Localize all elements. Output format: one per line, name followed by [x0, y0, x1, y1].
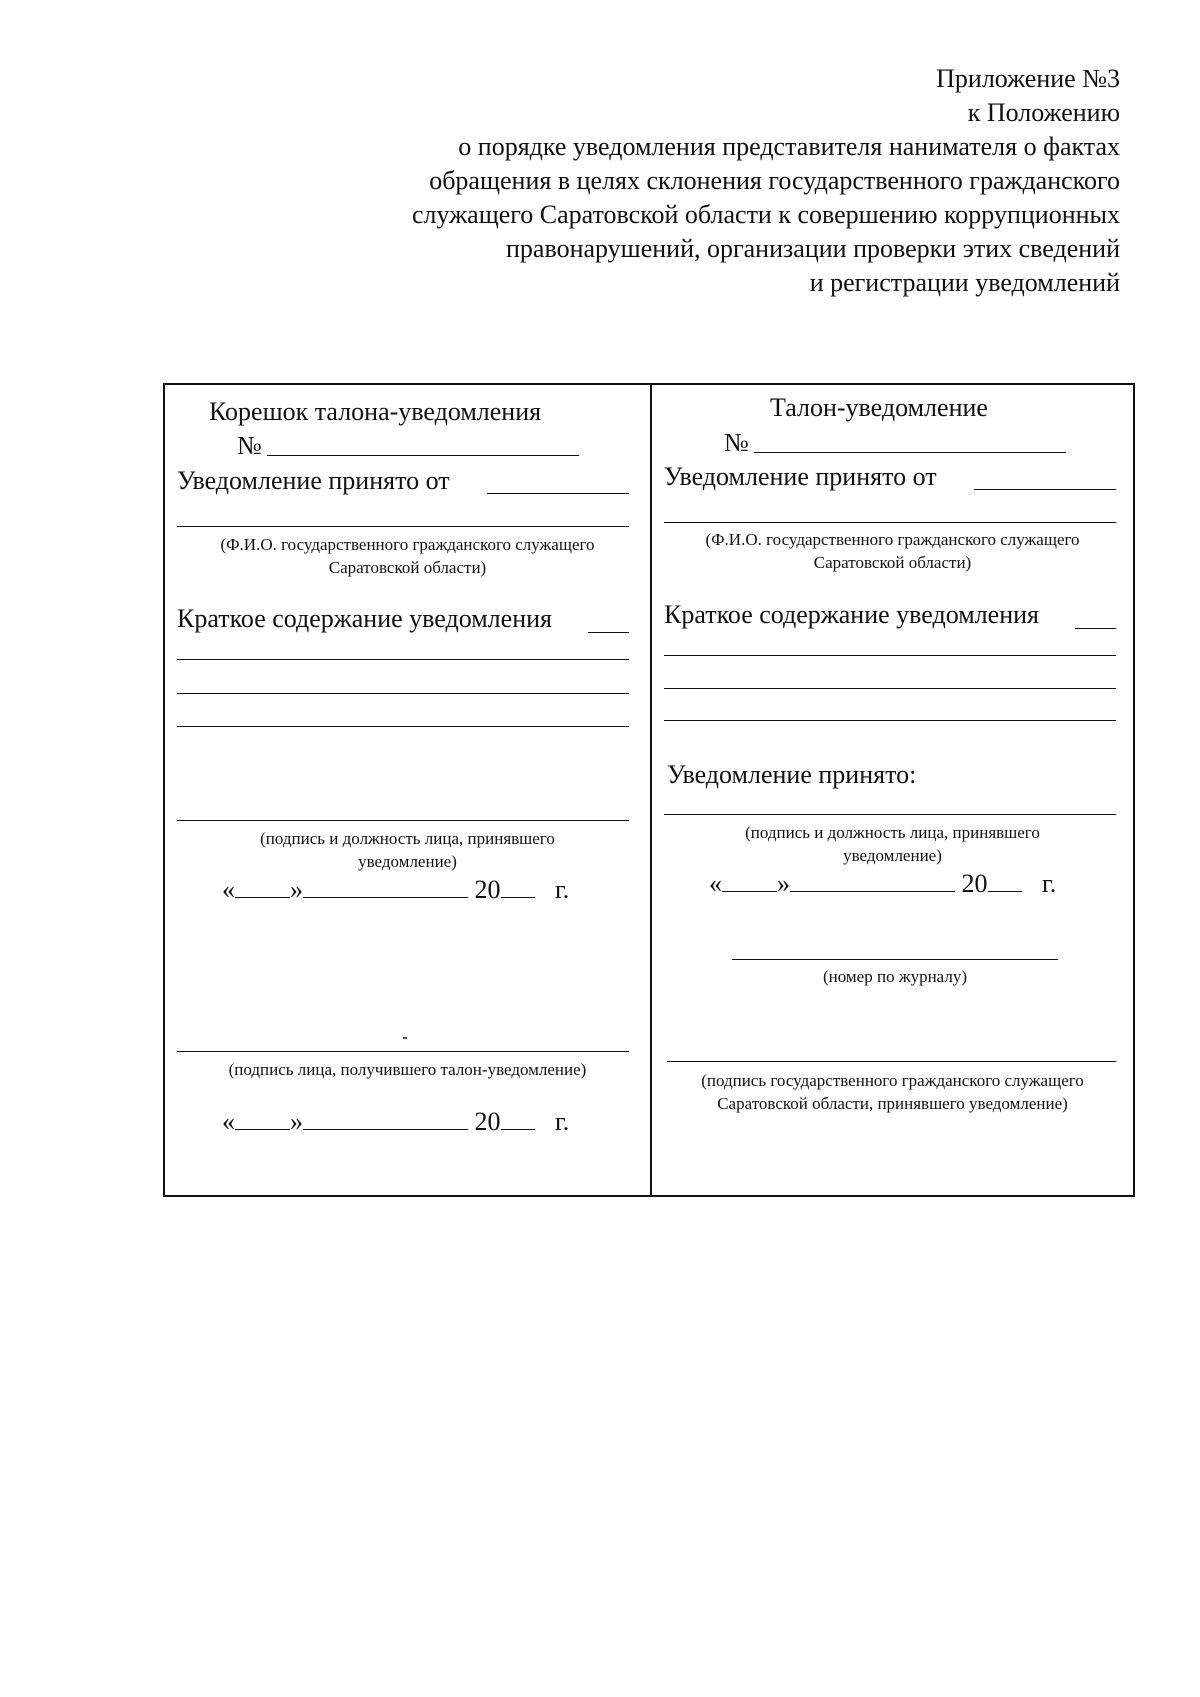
regulation-title-line: о порядке уведомления представителя нанимателя о фактах	[458, 132, 1120, 161]
quote-close: »	[777, 869, 790, 898]
caption-line: Саратовской области, принявшего уведомление)	[717, 1094, 1068, 1113]
stub-summary-label: Краткое содержание уведомления	[177, 604, 552, 633]
stub-number-label: №	[237, 431, 262, 460]
stub-date-2	[222, 1107, 569, 1137]
year-prefix: 20	[474, 875, 501, 904]
ticket-column	[652, 385, 1133, 1195]
ticket-received-from-field[interactable]	[974, 489, 1116, 490]
caption-line: Саратовской области)	[813, 553, 972, 572]
caption-line: (подпись и должность лица, принявшего	[260, 829, 555, 848]
caption-line: уведомление)	[843, 846, 942, 865]
stub-signature-caption	[165, 827, 650, 873]
ticket-date	[709, 869, 1056, 899]
quote-close: »	[290, 875, 303, 904]
stub-signature-field[interactable]	[177, 820, 629, 821]
quote-open: «	[222, 1107, 235, 1136]
ticket-summary-field[interactable]	[1075, 628, 1116, 629]
year-suffix: г.	[555, 875, 570, 904]
document-header	[412, 62, 1120, 300]
appendix-number: Приложение №3	[936, 64, 1120, 93]
regulation-title-line: правонарушений, организации проверки этих сведений	[506, 234, 1120, 263]
day-field[interactable]	[235, 875, 290, 898]
year-suffix: г.	[1042, 869, 1057, 898]
month-field[interactable]	[303, 875, 468, 898]
ticket-journal-number-field[interactable]	[732, 959, 1058, 960]
ticket-servant-signature-field[interactable]	[667, 1061, 1116, 1062]
notification-form	[163, 383, 1135, 1197]
stub-recipient-caption: (подпись лица, получившего талон-уведомление)	[228, 1060, 587, 1079]
caption-line: (Ф.И.О. государственного гражданского служащего	[220, 535, 595, 554]
ticket-signature-field[interactable]	[664, 814, 1116, 815]
year-suffix: г.	[555, 1107, 570, 1136]
stub-summary-line[interactable]	[177, 726, 629, 727]
ticket-servant-caption	[652, 1069, 1133, 1115]
regulation-title-line: служащего Саратовской области к совершению коррупционных	[412, 200, 1120, 229]
ticket-summary-line[interactable]	[664, 655, 1116, 656]
stub-recipient-signature-field[interactable]	[177, 1051, 629, 1052]
year-field[interactable]	[988, 869, 1022, 892]
speck-mark	[403, 1037, 407, 1039]
stub-received-from-label: Уведомление принято от	[177, 466, 450, 495]
ticket-summary-line[interactable]	[664, 688, 1116, 689]
caption-line: уведомление)	[358, 852, 457, 871]
quote-open: «	[709, 869, 722, 898]
year-prefix: 20	[474, 1107, 501, 1136]
year-prefix: 20	[961, 869, 988, 898]
stub-number-field[interactable]	[267, 455, 579, 456]
stub-date	[222, 875, 569, 905]
stub-summary-line[interactable]	[177, 659, 629, 660]
caption-line: Саратовской области)	[328, 558, 487, 577]
regulation-title-line: и регистрации уведомлений	[809, 268, 1120, 297]
stub-fio-field[interactable]	[177, 526, 629, 527]
day-field[interactable]	[235, 1107, 290, 1130]
quote-close: »	[290, 1107, 303, 1136]
ticket-summary-label: Краткое содержание уведомления	[664, 600, 1039, 629]
ticket-fio-field[interactable]	[664, 522, 1116, 523]
stub-summary-line[interactable]	[177, 693, 629, 694]
regulation-title-line: обращения в целях склонения государственного гражданского	[429, 166, 1120, 195]
ticket-title: Талон-уведомление	[770, 393, 988, 422]
ticket-accepted-label: Уведомление принято:	[667, 760, 917, 789]
caption-line: (подпись государственного гражданского служащего	[701, 1071, 1084, 1090]
month-field[interactable]	[790, 869, 955, 892]
ticket-fio-caption	[652, 528, 1133, 574]
stub-summary-field[interactable]	[588, 632, 629, 633]
year-field[interactable]	[501, 875, 535, 898]
ticket-signature-caption	[652, 821, 1133, 867]
caption-line: (подпись и должность лица, принявшего	[745, 823, 1040, 842]
month-field[interactable]	[303, 1107, 468, 1130]
year-field[interactable]	[501, 1107, 535, 1130]
caption-line: (Ф.И.О. государственного гражданского служащего	[705, 530, 1080, 549]
ticket-summary-line[interactable]	[664, 720, 1116, 721]
ticket-journal-caption: (номер по журналу)	[822, 967, 968, 986]
stub-received-from-field[interactable]	[487, 493, 629, 494]
day-field[interactable]	[722, 869, 777, 892]
quote-open: «	[222, 875, 235, 904]
appendix-ref: к Положению	[967, 98, 1120, 127]
ticket-number-field[interactable]	[754, 452, 1066, 453]
stub-column	[165, 385, 650, 1195]
ticket-number-label: №	[724, 428, 749, 457]
stub-title: Корешок талона-уведомления	[209, 397, 542, 426]
stub-fio-caption	[165, 533, 650, 579]
ticket-received-from-label: Уведомление принято от	[664, 462, 937, 491]
